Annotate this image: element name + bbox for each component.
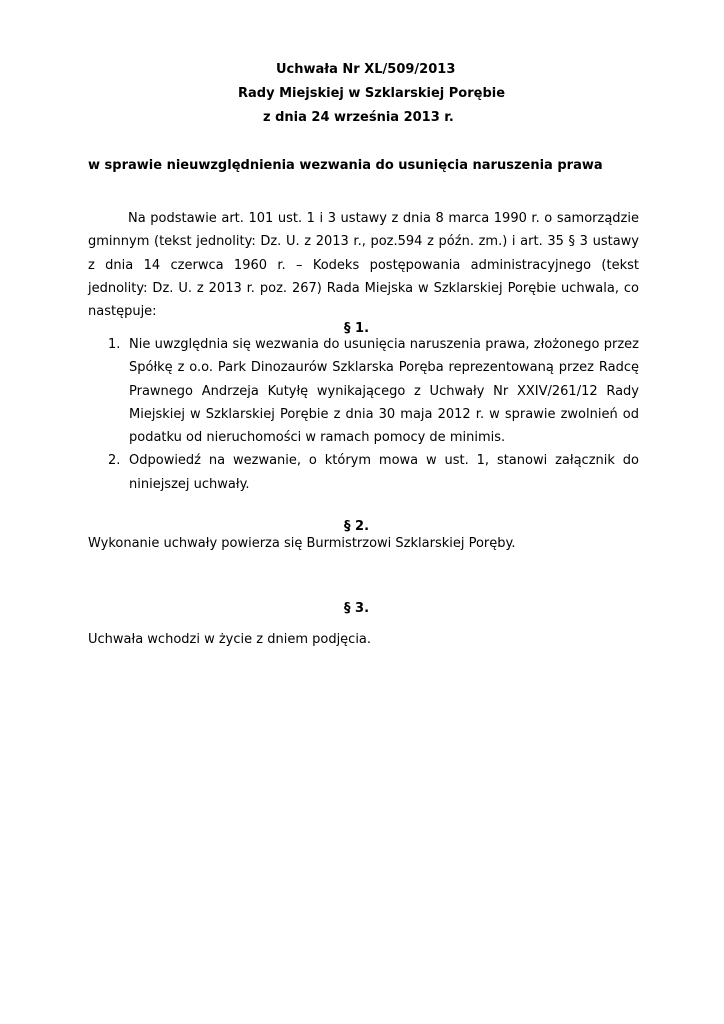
list-item xyxy=(88,449,639,496)
section-2-title: § 2. xyxy=(344,519,370,534)
section-1-list xyxy=(88,333,639,496)
preamble-paragraph: Na podstawie art. 101 ust. 1 i 3 ustawy z dnia 8 marca 1990 r. o samorządzie gminnym (tekst jednolity: Dz. U. z 2013 r., poz.594 z późn. zm.) i art. 35 § 3 ustawy z dnia 14 czerwca 1960 r. – Kodeks postępowania administracyjnego (tekst jednolity: Dz. U. z 2013 r. poz. 267) Rada Miejska w Szklarskiej Porębie uchwala, co następuje: xyxy=(88,211,639,320)
list-item-text: Odpowiedź na wezwanie, o którym mowa w ust. 1, stanowi załącznik do niniejszej uchwały. xyxy=(129,453,639,492)
resolution-date: z dnia 24 września 2013 r. xyxy=(263,110,454,125)
list-item-text: Nie uwzględnia się wezwania do usunięcia naruszenia prawa, złożonego przez Spółkę z o.o. Park Dinozaurów Szklarska Poręba reprezentowaną przez Radcę Prawnego Andrzeja Kutyłę wynikającego z Uchwały Nr XXIV/261/12 Rady Miejskiej w Szklarskiej Porębie z dnia 30 maja 2012 r. w sprawie zwolnień od podatku od nieruchomości w ramach pomocy de minimis. xyxy=(129,337,639,446)
section-2-text: Wykonanie uchwały powierza się Burmistrzowi Szklarskiej Poręby. xyxy=(88,536,516,551)
section-3-title: § 3. xyxy=(344,601,370,616)
list-item-number: 1. xyxy=(108,337,121,352)
resolution-number: Uchwała Nr XL/509/2013 xyxy=(276,62,456,77)
section-1-title: § 1. xyxy=(344,321,370,336)
section-3-text: Uchwała wchodzi w życie z dniem podjęcia. xyxy=(88,632,372,647)
resolution-subject: w sprawie nieuwzględnienia wezwania do usunięcia naruszenia prawa xyxy=(88,158,603,173)
council-name: Rady Miejskiej w Szklarskiej Porębie xyxy=(238,86,506,101)
list-item xyxy=(88,333,639,449)
list-item-number: 2. xyxy=(108,453,121,469)
